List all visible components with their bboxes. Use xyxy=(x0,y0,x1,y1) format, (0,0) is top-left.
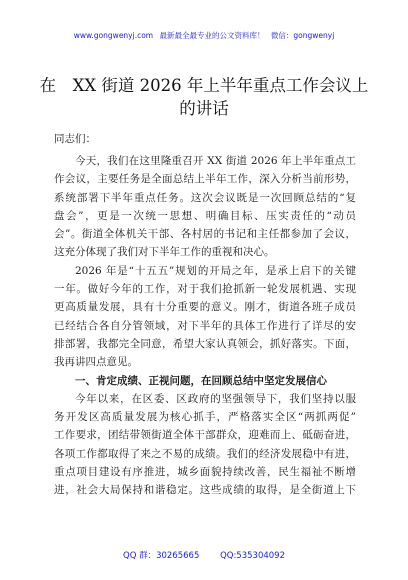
greeting: 同志们： xyxy=(54,133,96,145)
qq-group-number: QQ 群：30265665 xyxy=(123,551,200,561)
paragraph-line: 一年。做好今年的工作，对于我们抢抓新一轮发展机遇、实现 xyxy=(54,283,356,296)
paragraph-line: 今年以来，在区委、区政府的坚强领导下，我们坚持以服 xyxy=(75,392,356,405)
paragraph-line: 进，社会大局保持和谐稳定。这些成绩的取得，是全街道上下 xyxy=(54,484,356,497)
qq-number: QQ:535304092 xyxy=(220,551,285,561)
site-slogan: 最新最全最专业的公文资料库！ xyxy=(159,31,265,40)
paragraph-line: 今天，我们在这里隆重召开 XX 街道 2026 年上半年重点工 xyxy=(75,155,356,167)
paragraph-line: 会”。街道全体机关干部、各村居的书记和主任都参加了会议， xyxy=(54,228,356,241)
site-header xyxy=(0,30,408,41)
paragraph-line: 系统部署下半年重点任务。这次会议既是一次回顾总结的“复 xyxy=(54,191,356,204)
wechat-id: 微信：gongwenyj xyxy=(270,31,335,40)
title-line-1: 在 XX 街道 2026 年上半年重点工作会议上 xyxy=(39,76,369,95)
paragraph-line: 我再讲四点意见。 xyxy=(54,356,138,369)
document-title xyxy=(0,74,408,120)
paragraph-line: 重点项目建设有序推进，城乡面貌持续改善，民生福祉不断增 xyxy=(54,466,356,479)
speech-body xyxy=(54,152,356,500)
paragraph-line: 作会议，主要任务是全面总结上半年工作，深入分析当前形势， xyxy=(54,173,356,186)
paragraph-line: 已经结合各自分管领域，对下半年的具体工作进行了详尽的安 xyxy=(54,319,356,332)
site-url-link[interactable]: www.gongwenyj.com xyxy=(73,31,154,40)
paragraph-line: 这充分体现了我们对下半年工作的重视和决心。 xyxy=(54,246,275,259)
paragraph-line: 工作要求，团结带领街道全体干部群众，迎难而上、砥砺奋进， xyxy=(54,429,356,442)
paragraph-line: 盘会”，更是一次统一思想、明确目标、压实责任的“动员 xyxy=(54,209,356,222)
section-heading: 一、肯定成绩、正视问题，在回顾总结中坚定发展信心 xyxy=(75,374,327,387)
title-line-2: 的讲话 xyxy=(179,99,229,118)
paragraph-line: 各项工作都取得了来之不易的成绩。我们的经济发展稳中有进， xyxy=(54,447,356,460)
paragraph-line: 更高质量发展，具有十分重要的意义。刚才，街道各班子成员 xyxy=(54,301,356,314)
paragraph-line: 务开发区高质量发展为核心抓手，严格落实全区“两抓两促” xyxy=(54,411,356,424)
paragraph-line: 2026 年是“十五五”规划的开局之年，是承上启下的关键 xyxy=(75,264,356,277)
paragraph-line: 排部署，我都完全同意，希望大家认真领会，抓好落实。下面， xyxy=(54,337,356,350)
page-footer xyxy=(0,549,408,561)
